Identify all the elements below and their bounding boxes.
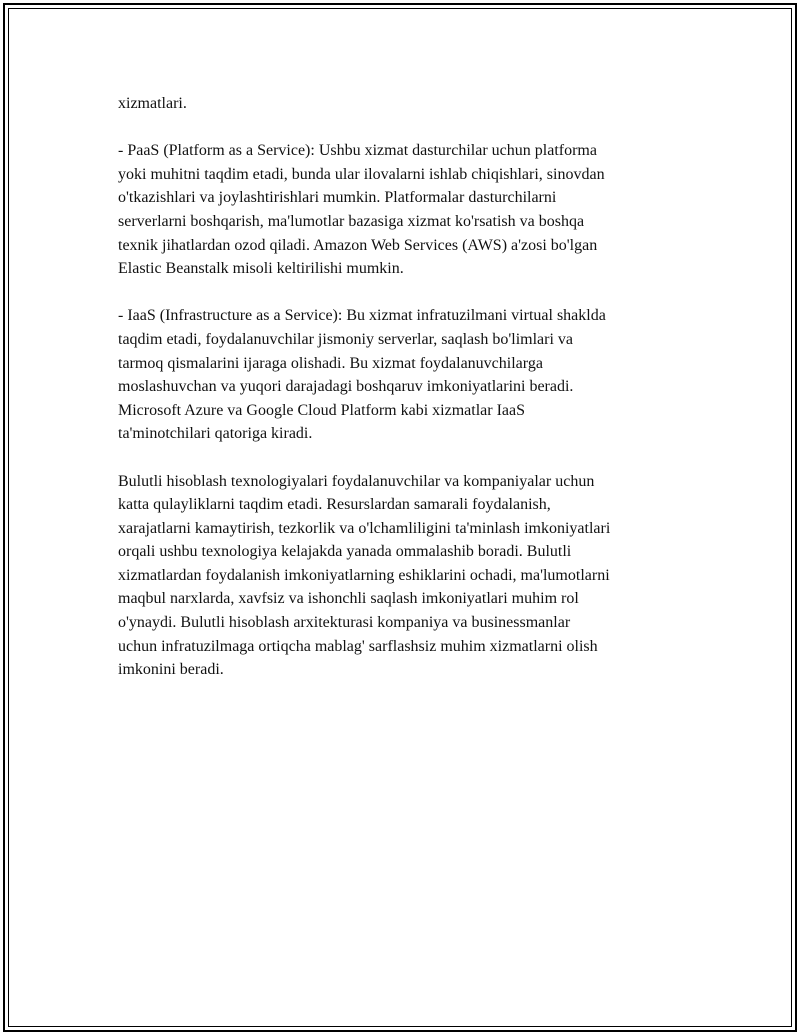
paragraph-conclusion: Bulutli hisoblash texnologiyalari foydalanuvchilar va kompaniyalar uchun katta qulayliklarni taqdim etadi. Resurslardan samarali foydalanish, xarajatlarni kamaytirish, tezkorlik va o'lchamliligini ta'minlash imkoniyatlari orqali ushbu texnologiya kelajakda yanada ommalashib boradi. Bulutli xizmatlardan foydalanish imkoniyatlarning eshiklarini ochadi, ma'lumotlarni maqbul narxlarda, xavfsiz va ishonchli saqlash imkoniyatlari muhim rol o'ynaydi. Bulutli hisoblash arxitekturasi kompaniya va businessmanlar uchun infratuzilmaga ortiqcha mablag' sarflashsiz muhim xizmatlarni olish imkonini beradi. xyxy=(118,472,611,679)
paragraph-iaas: - IaaS (Infrastructure as a Service): Bu xizmat infratuzilmani virtual shaklda taqdim etadi, foydalanuvchilar jismoniy serverlar, saqlash bo'limlari va tarmoq qismalarini ijaraga olishadi. Bu xizmat foydalanuvchilarga moslashuvchan va yuqori darajadagi boshqaruv imkoniyatlarini beradi. Microsoft Azure va Google Cloud Platform kabi xizmatlar IaaS ta'minotchilari qatoriga kiradi. xyxy=(118,307,606,443)
paragraph-paas: - PaaS (Platform as a Service): Ushbu xizmat dasturchilar uchun platforma yoki muhitni taqdim etadi, bunda ular ilovalarni ishlab chiqishlari, sinovdan o'tkazishlari va joylashtirishlari mumkin. Platformalar dasturchilarni serverlarni boshqarish, ma'lumotlar bazasiga xizmat ko'rsatish va boshqa texnik jihatlardan ozod qiladi. Amazon Web Services (AWS) a'zosi bo'lgan Elastic Beanstalk misoli keltirilishi mumkin. xyxy=(118,142,605,278)
paragraph-continuation: xizmatlari. xyxy=(118,95,187,112)
document-body xyxy=(118,92,688,705)
